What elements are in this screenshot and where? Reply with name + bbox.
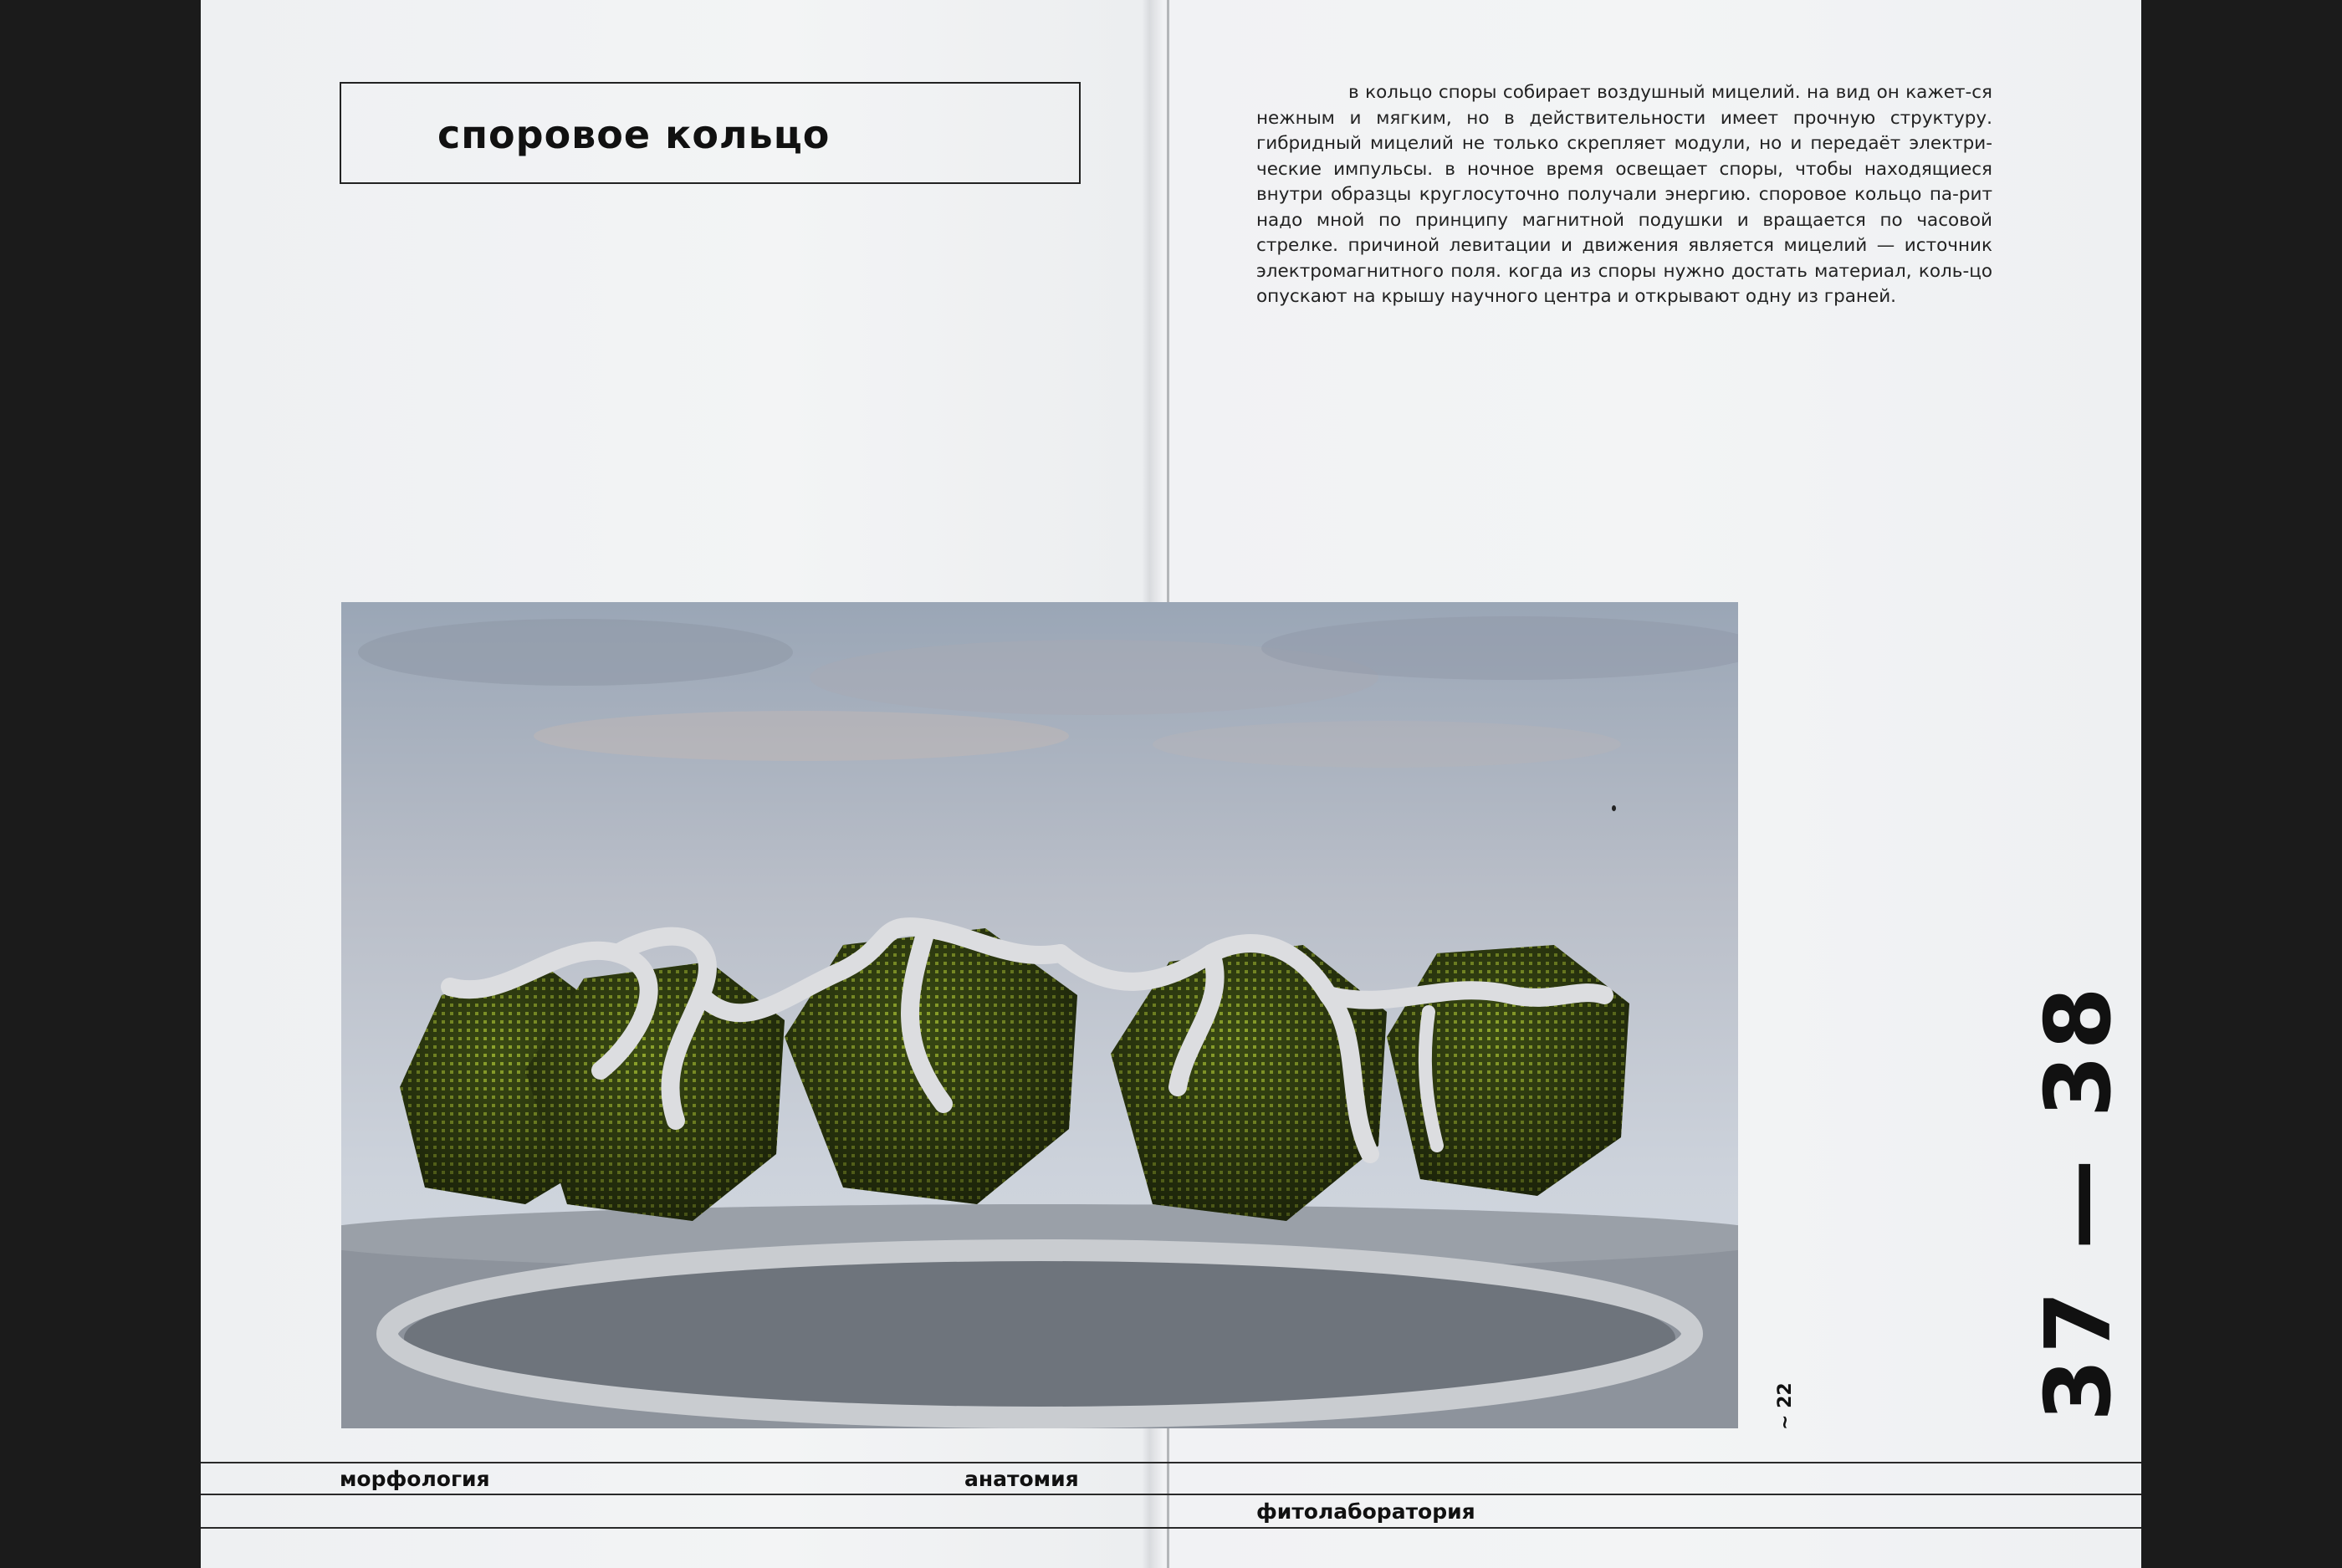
footer-label-phytolab: фитолаборатория — [1256, 1499, 1475, 1524]
footer-rule-bottom — [201, 1527, 2141, 1529]
footer-label-morphology: морфология — [340, 1467, 490, 1491]
spore-ring-render — [341, 602, 1738, 1428]
ink-speck — [1612, 805, 1616, 811]
title-box — [340, 82, 1081, 184]
page-numbers: 37 — 38 — [2027, 982, 2131, 1422]
footer-rule-top — [201, 1462, 2141, 1463]
page-title: споровое кольцо — [437, 112, 831, 157]
footer-rule-middle — [201, 1494, 2141, 1495]
footer-label-anatomy: анатомия — [964, 1467, 1079, 1491]
body-paragraph: в кольцо споры собирает воздушный мицелий. на вид он кажет-ся нежным и мягким, но в действительности имеет прочную структуру. гибридный мицелий не только скрепляет модули, но и передаёт электри-ческие импульсы. в ночное время освещает споры, чтобы находящиеся внутри образцы круглосуточно получали энергию. споровое кольцо па-рит надо мной по принципу магнитной подушки и вращается по часовой стрелке. причиной левитации и движения является мицелий — источник электромагнитного поля. когда из споры нужно достать материал, коль-цо опускают на крышу научного центра и открывают одну из граней. — [1256, 82, 1992, 307]
small-page-marker: ~ 22 — [1775, 1382, 1796, 1430]
